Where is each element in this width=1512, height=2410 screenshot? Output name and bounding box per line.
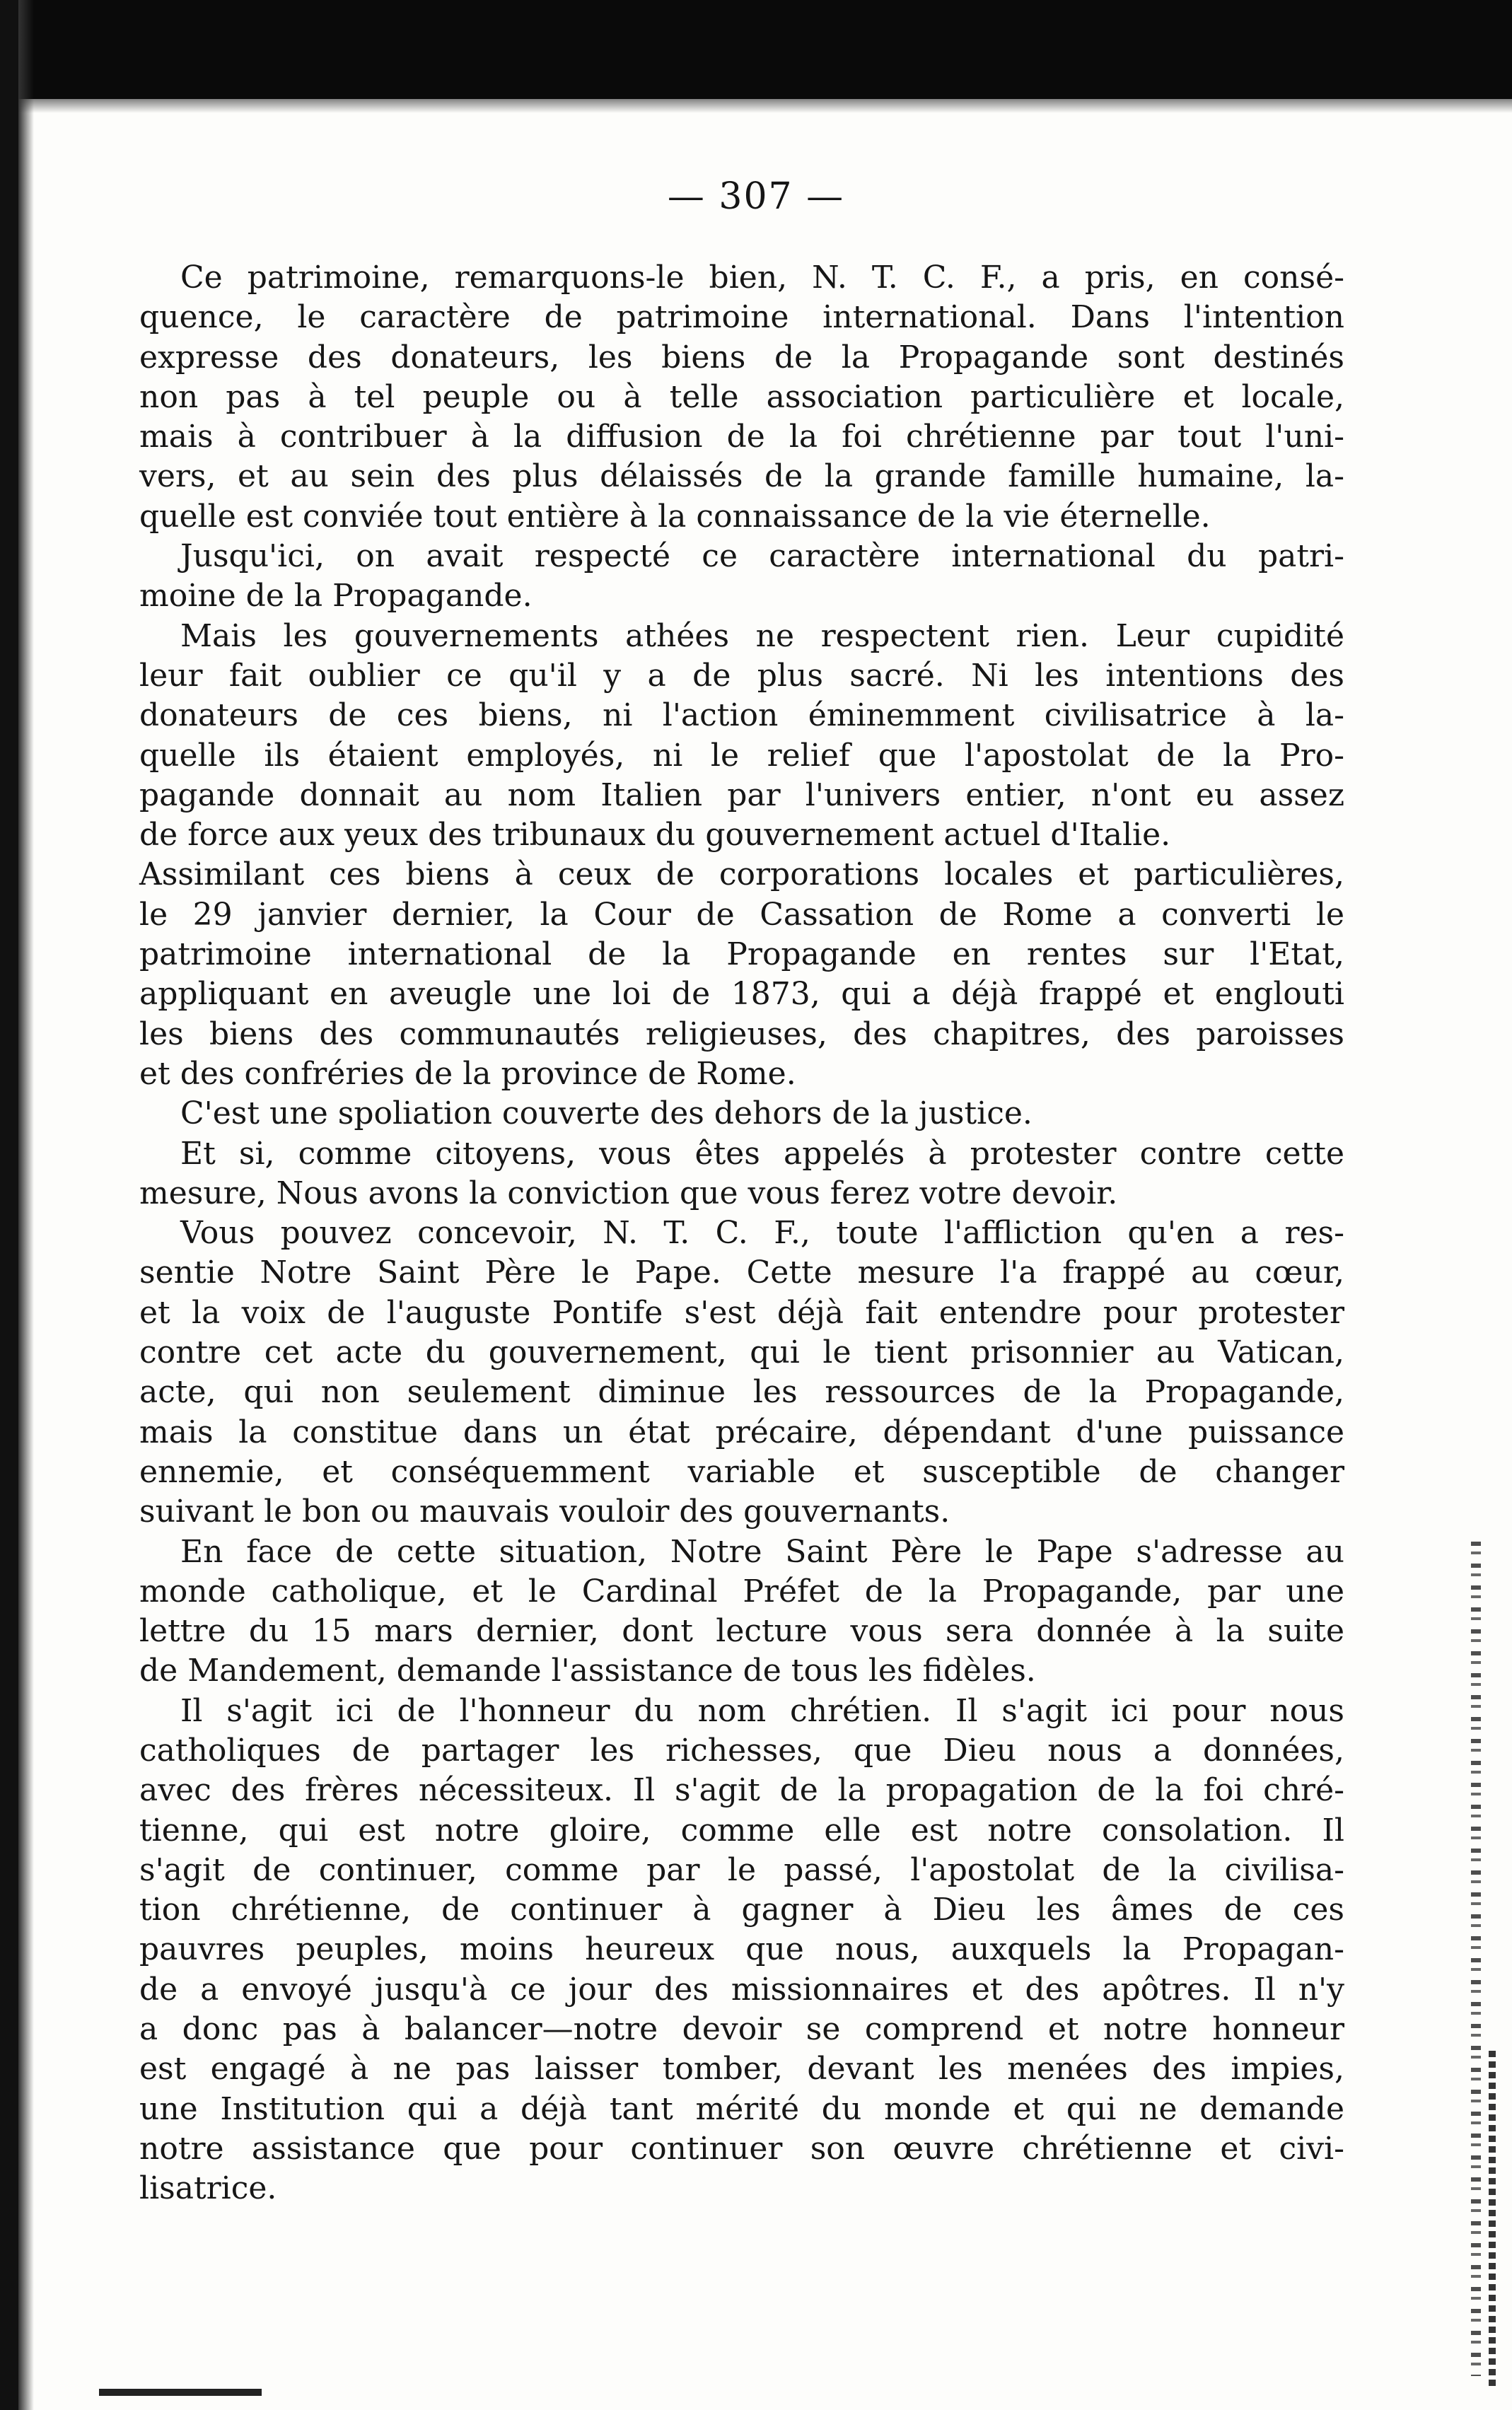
text-line: expresse des donateurs, les biens de la Propagande sont destinés — [139, 339, 1344, 376]
text-line: de a envoyé jusqu'à ce jour des missionnaires et des apôtres. Il n'y — [139, 1971, 1344, 2008]
text-line: donateurs de ces biens, ni l'action éminemment civilisatrice à la- — [139, 697, 1344, 734]
text-line: monde catholique, et le Cardinal Préfet de la Propagande, par une — [139, 1573, 1344, 1609]
text-line: Il s'agit ici de l'honneur du nom chrétien. Il s'agit ici pour nous — [180, 1692, 1344, 1729]
text-line: de Mandement, demande l'assistance de tous les fidèles. — [139, 1653, 1036, 1689]
scan-left-border — [0, 0, 18, 2410]
text-line: tienne, qui est notre gloire, comme elle est notre consolation. Il — [139, 1812, 1344, 1849]
text-line: Et si, comme citoyens, vous êtes appelés à protester contre cette — [180, 1135, 1344, 1172]
text-line: de force aux yeux des tribunaux du gouvernement actuel d'Italie. — [139, 817, 1171, 854]
text-line: pauvres peuples, moins heureux que nous, auxquels la Propagan- — [139, 1931, 1344, 1968]
text-line: Vous pouvez concevoir, N. T. C. F., toute l'affliction qu'en a res- — [180, 1215, 1344, 1252]
text-line: Jusqu'ici, on avait respecté ce caractère international du patri- — [180, 538, 1344, 575]
text-line: ennemie, et conséquemment variable et susceptible de changer — [139, 1453, 1344, 1490]
scan-right-speckle — [1471, 1542, 1481, 2376]
scan-right-speckle-lower — [1489, 2051, 1496, 2390]
text-line: mais la constitue dans un état précaire, dépendant d'une puissance — [139, 1414, 1344, 1450]
text-line: lisatrice. — [139, 2170, 277, 2207]
text-line: Ce patrimoine, remarquons-le bien, N. T. C. F., a pris, en consé- — [180, 260, 1344, 296]
text-line: a donc pas à balancer—notre devoir se comprend et notre honneur — [139, 2011, 1344, 2048]
text-line: leur fait oublier ce qu'il y a de plus sacré. Ni les intentions des — [139, 657, 1344, 694]
text-line: suivant le bon ou mauvais vouloir des gouvernants. — [139, 1494, 950, 1530]
text-line: non pas à tel peuple ou à telle association particulière et locale, — [139, 378, 1344, 415]
text-line: quelle est conviée tout entière à la connaissance de la vie éternelle. — [139, 498, 1211, 535]
scan-top-shadow — [0, 85, 1512, 113]
text-line: moine de la Propagande. — [139, 578, 533, 615]
text-line: acte, qui non seulement diminue les ressources de la Propagande, — [139, 1374, 1344, 1411]
text-line: sentie Notre Saint Père le Pape. Cette mesure l'a frappé au cœur, — [139, 1255, 1344, 1291]
text-line: C'est une spoliation couverte des dehors de la justice. — [180, 1095, 1033, 1132]
text-line: En face de cette situation, Notre Saint Père le Pape s'adresse au — [180, 1533, 1344, 1570]
text-line: et la voix de l'auguste Pontife s'est déjà fait entendre pour protester — [139, 1294, 1344, 1331]
text-line: Mais les gouvernements athées ne respectent rien. Leur cupidité — [180, 617, 1344, 654]
body-text — [139, 258, 1344, 2209]
text-line: mais à contribuer à la diffusion de la foi chrétienne par tout l'uni- — [139, 419, 1344, 455]
text-line: avec des frères nécessiteux. Il s'agit de la propagation de la foi chré- — [139, 1772, 1344, 1809]
text-line: s'agit de continuer, comme par le passé, l'apostolat de la civilisa- — [139, 1851, 1344, 1888]
scan-bottom-mark — [99, 2389, 262, 2396]
text-line: le 29 janvier dernier, la Cour de Cassation de Rome a converti le — [139, 896, 1344, 933]
text-line: contre cet acte du gouvernement, qui le tient prisonnier au Vatican, — [139, 1334, 1344, 1371]
text-line: tion chrétienne, de continuer à gagner à Dieu les âmes de ces — [139, 1892, 1344, 1928]
text-line: patrimoine international de la Propagande en rentes sur l'Etat, — [139, 936, 1344, 973]
scan-left-shadow — [18, 0, 34, 2410]
text-line: quelle ils étaient employés, ni le relief que l'apostolat de la Pro- — [139, 737, 1344, 774]
text-line: pagande donnait au nom Italien par l'univers entier, n'ont eu assez — [139, 776, 1344, 813]
text-line: et des confréries de la province de Rome. — [139, 1055, 796, 1092]
text-line: mesure, Nous avons la conviction que vous ferez votre devoir. — [139, 1175, 1118, 1211]
text-line: catholiques de partager les richesses, que Dieu nous a données, — [139, 1732, 1344, 1769]
text-line: les biens des communautés religieuses, des chapitres, des paroisses — [139, 1015, 1344, 1052]
scan-top-border — [0, 0, 1512, 99]
page-number: — 307 — — [667, 175, 845, 218]
text-line: lettre du 15 mars dernier, dont lecture vous sera donnée à la suite — [139, 1613, 1344, 1650]
text-line: appliquant en aveugle une loi de 1873, qui a déjà frappé et englouti — [139, 976, 1344, 1013]
text-line: est engagé à ne pas laisser tomber, devant les menées des impies, — [139, 2051, 1344, 2088]
text-line: Assimilant ces biens à ceux de corporations locales et particulières, — [139, 856, 1344, 893]
text-line: notre assistance que pour continuer son œuvre chrétienne et civi- — [139, 2130, 1344, 2167]
text-line: une Institution qui a déjà tant mérité du monde et qui ne demande — [139, 2090, 1344, 2127]
text-line: vers, et au sein des plus délaissés de la grande famille humaine, la- — [139, 458, 1344, 495]
text-line: quence, le caractère de patrimoine international. Dans l'intention — [139, 299, 1344, 336]
